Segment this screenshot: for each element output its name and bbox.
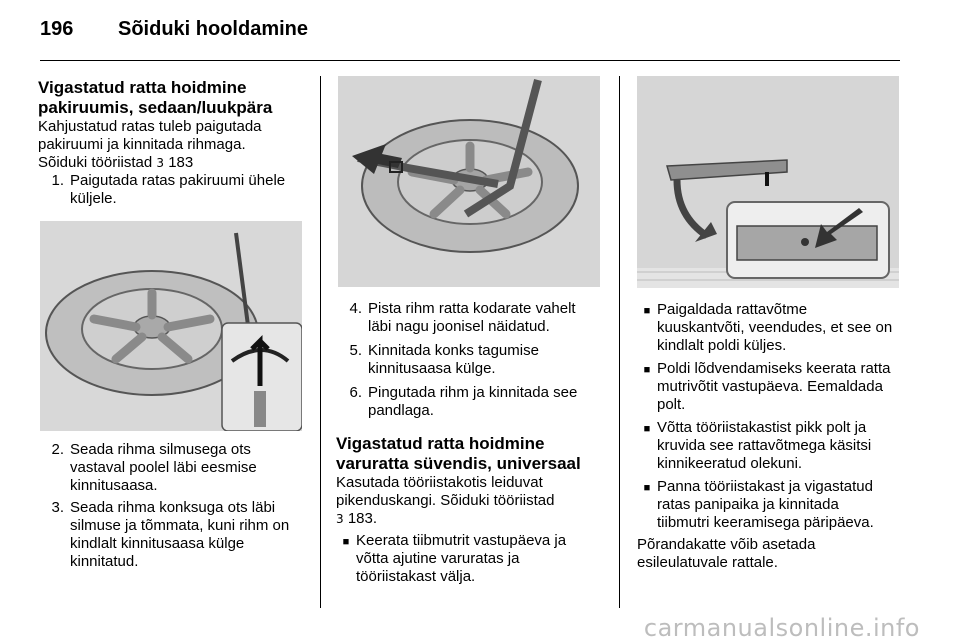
text-line: kinnitatud. — [70, 553, 139, 570]
bullet-text — [657, 478, 874, 532]
text-line: kindlalt poldi küljes. — [657, 337, 787, 354]
text-line: pakiruumi ja kinnitada rihmaga. — [38, 136, 246, 153]
bullet-item — [637, 301, 902, 355]
text-line: Pista rihm ratta kodarate vahelt — [368, 300, 576, 317]
text-line: Paigaldada rattavõtme — [657, 301, 808, 318]
step-3 — [38, 499, 308, 571]
heading-line: Vigastatud ratta hoidmine — [336, 434, 545, 453]
text-line: Panna tööriistakast ja vigastatud — [657, 478, 873, 495]
step-5 — [336, 342, 611, 378]
bullet-icon: ■ — [643, 423, 651, 435]
text-line: Seada rihma konksuga ots läbi — [70, 499, 276, 516]
text-line: kuuskantvõti, veendudes, et see on — [657, 319, 893, 336]
bullet-icon: ■ — [342, 536, 350, 548]
text-line: läbi nagu joonisel näidatud. — [368, 318, 550, 335]
text-line: Kinnitada konks tagumise — [368, 342, 539, 359]
closing-text — [637, 536, 902, 572]
step-6 — [336, 384, 611, 420]
column-divider-2 — [619, 76, 620, 608]
step-4 — [336, 300, 611, 336]
text-line: pikenduskangi. Sõiduki tööriistad — [336, 492, 555, 509]
bullet-icon: ■ — [643, 482, 651, 494]
page-number: 196 — [40, 18, 74, 40]
heading-line: Vigastatud ratta hoidmine — [38, 78, 247, 97]
strap-through-spokes-illustration — [338, 76, 600, 287]
text-line: kinnitusaasa. — [70, 477, 158, 494]
step-number: 6. — [349, 384, 362, 401]
watermark: carmanualsonline.info — [643, 614, 920, 642]
text-line: Põrandakatte võib asetada — [637, 536, 816, 553]
text-line: ratas panipaika ja kinnitada — [657, 496, 839, 513]
bullet-text — [657, 301, 892, 355]
step-number: 3. — [51, 499, 64, 516]
text-line: Poldi lõdvendamiseks keerata ratta — [657, 360, 891, 377]
text-line: Keerata tiibmutrit vastupäeva ja — [356, 532, 567, 549]
bullet-text — [657, 419, 871, 473]
heading-line: varuratta süvendis, universaal — [336, 454, 581, 473]
step-text — [70, 441, 257, 495]
step-1 — [38, 172, 308, 208]
page-title: Sõiduki hooldamine — [118, 18, 309, 40]
text-line: kindlalt kinnitusaasa külge — [70, 535, 245, 552]
text-line: polt. — [657, 396, 686, 413]
step-text — [70, 499, 289, 571]
text-line: kruvida see rattavõtmega käsitsi — [657, 437, 872, 454]
bullet-item — [336, 532, 611, 586]
bullet-item — [637, 360, 902, 414]
step-number: 5. — [349, 342, 362, 359]
step-text — [368, 342, 539, 378]
section-heading-estate — [336, 434, 611, 474]
text-line: Sõiduki tööriistad — [38, 154, 153, 171]
bullet-item — [637, 478, 902, 532]
page-ref-arrow-icon: 3 — [156, 156, 165, 170]
column-3 — [637, 301, 902, 572]
bullet-item — [637, 419, 902, 473]
step-number: 2. — [51, 441, 64, 458]
heading-line: pakiruumis, sedaan/luukpära — [38, 98, 273, 117]
bullet-icon: ■ — [643, 364, 651, 376]
page-ref-arrow-icon: 3 — [336, 512, 344, 526]
strapped-wheel-icon — [338, 76, 600, 287]
page-ref[interactable]: 183. — [347, 510, 378, 527]
text-line: pandlaga. — [368, 402, 434, 419]
step-number: 4. — [349, 300, 362, 317]
intro-text — [38, 118, 308, 172]
text-line: kinnikeeratud olekuni. — [657, 455, 803, 472]
step-text — [70, 172, 285, 208]
step-number: 1. — [51, 172, 64, 189]
text-line: tiibmutri keeramisega päripäeva. — [657, 514, 874, 531]
column-divider-1 — [320, 76, 321, 608]
toolbox-icon — [637, 76, 899, 288]
column-1 — [38, 78, 308, 208]
intro-text — [336, 474, 611, 528]
text-line: Kahjustatud ratas tuleb paigutada — [38, 118, 262, 135]
column-1-steps — [38, 441, 308, 571]
bullet-text — [657, 360, 890, 414]
header-rule — [40, 60, 900, 61]
text-line: tööriistakast välja. — [356, 568, 476, 585]
bullet-icon: ■ — [643, 305, 651, 317]
column-2 — [336, 300, 611, 586]
text-line: esileulatuvale rattale. — [637, 554, 778, 571]
text-line: vastaval poolel läbi eesmise — [70, 459, 257, 476]
page-ref[interactable]: 183 — [168, 154, 194, 171]
text-line: Seada rihma silmusega ots — [70, 441, 251, 458]
text-line: võtta ajutine varuratas ja — [356, 550, 520, 567]
spare-wheel-icon — [40, 221, 302, 431]
step-2 — [38, 441, 308, 495]
step-text — [368, 300, 576, 336]
toolbox-bolt-illustration — [637, 76, 899, 288]
text-line: Paigutada ratas pakiruumi ühele — [70, 172, 286, 189]
text-line: küljele. — [70, 190, 117, 207]
wheel-in-trunk-illustration — [40, 221, 302, 431]
bullet-text — [356, 532, 566, 586]
text-line: mutrivõtit vastupäeva. Eemaldada — [657, 378, 883, 395]
text-line: Pingutada rihm ja kinnitada see — [368, 384, 578, 401]
text-line: silmuse ja tõmmata, kuni rihm on — [70, 517, 290, 534]
section-heading-sedan — [38, 78, 308, 118]
text-line: Kasutada tööriistakotis leiduvat — [336, 474, 543, 491]
step-text — [368, 384, 577, 420]
text-line: Võtta tööriistakastist pikk polt ja — [657, 419, 867, 436]
text-line: kinnitusaasa külge. — [368, 360, 496, 377]
